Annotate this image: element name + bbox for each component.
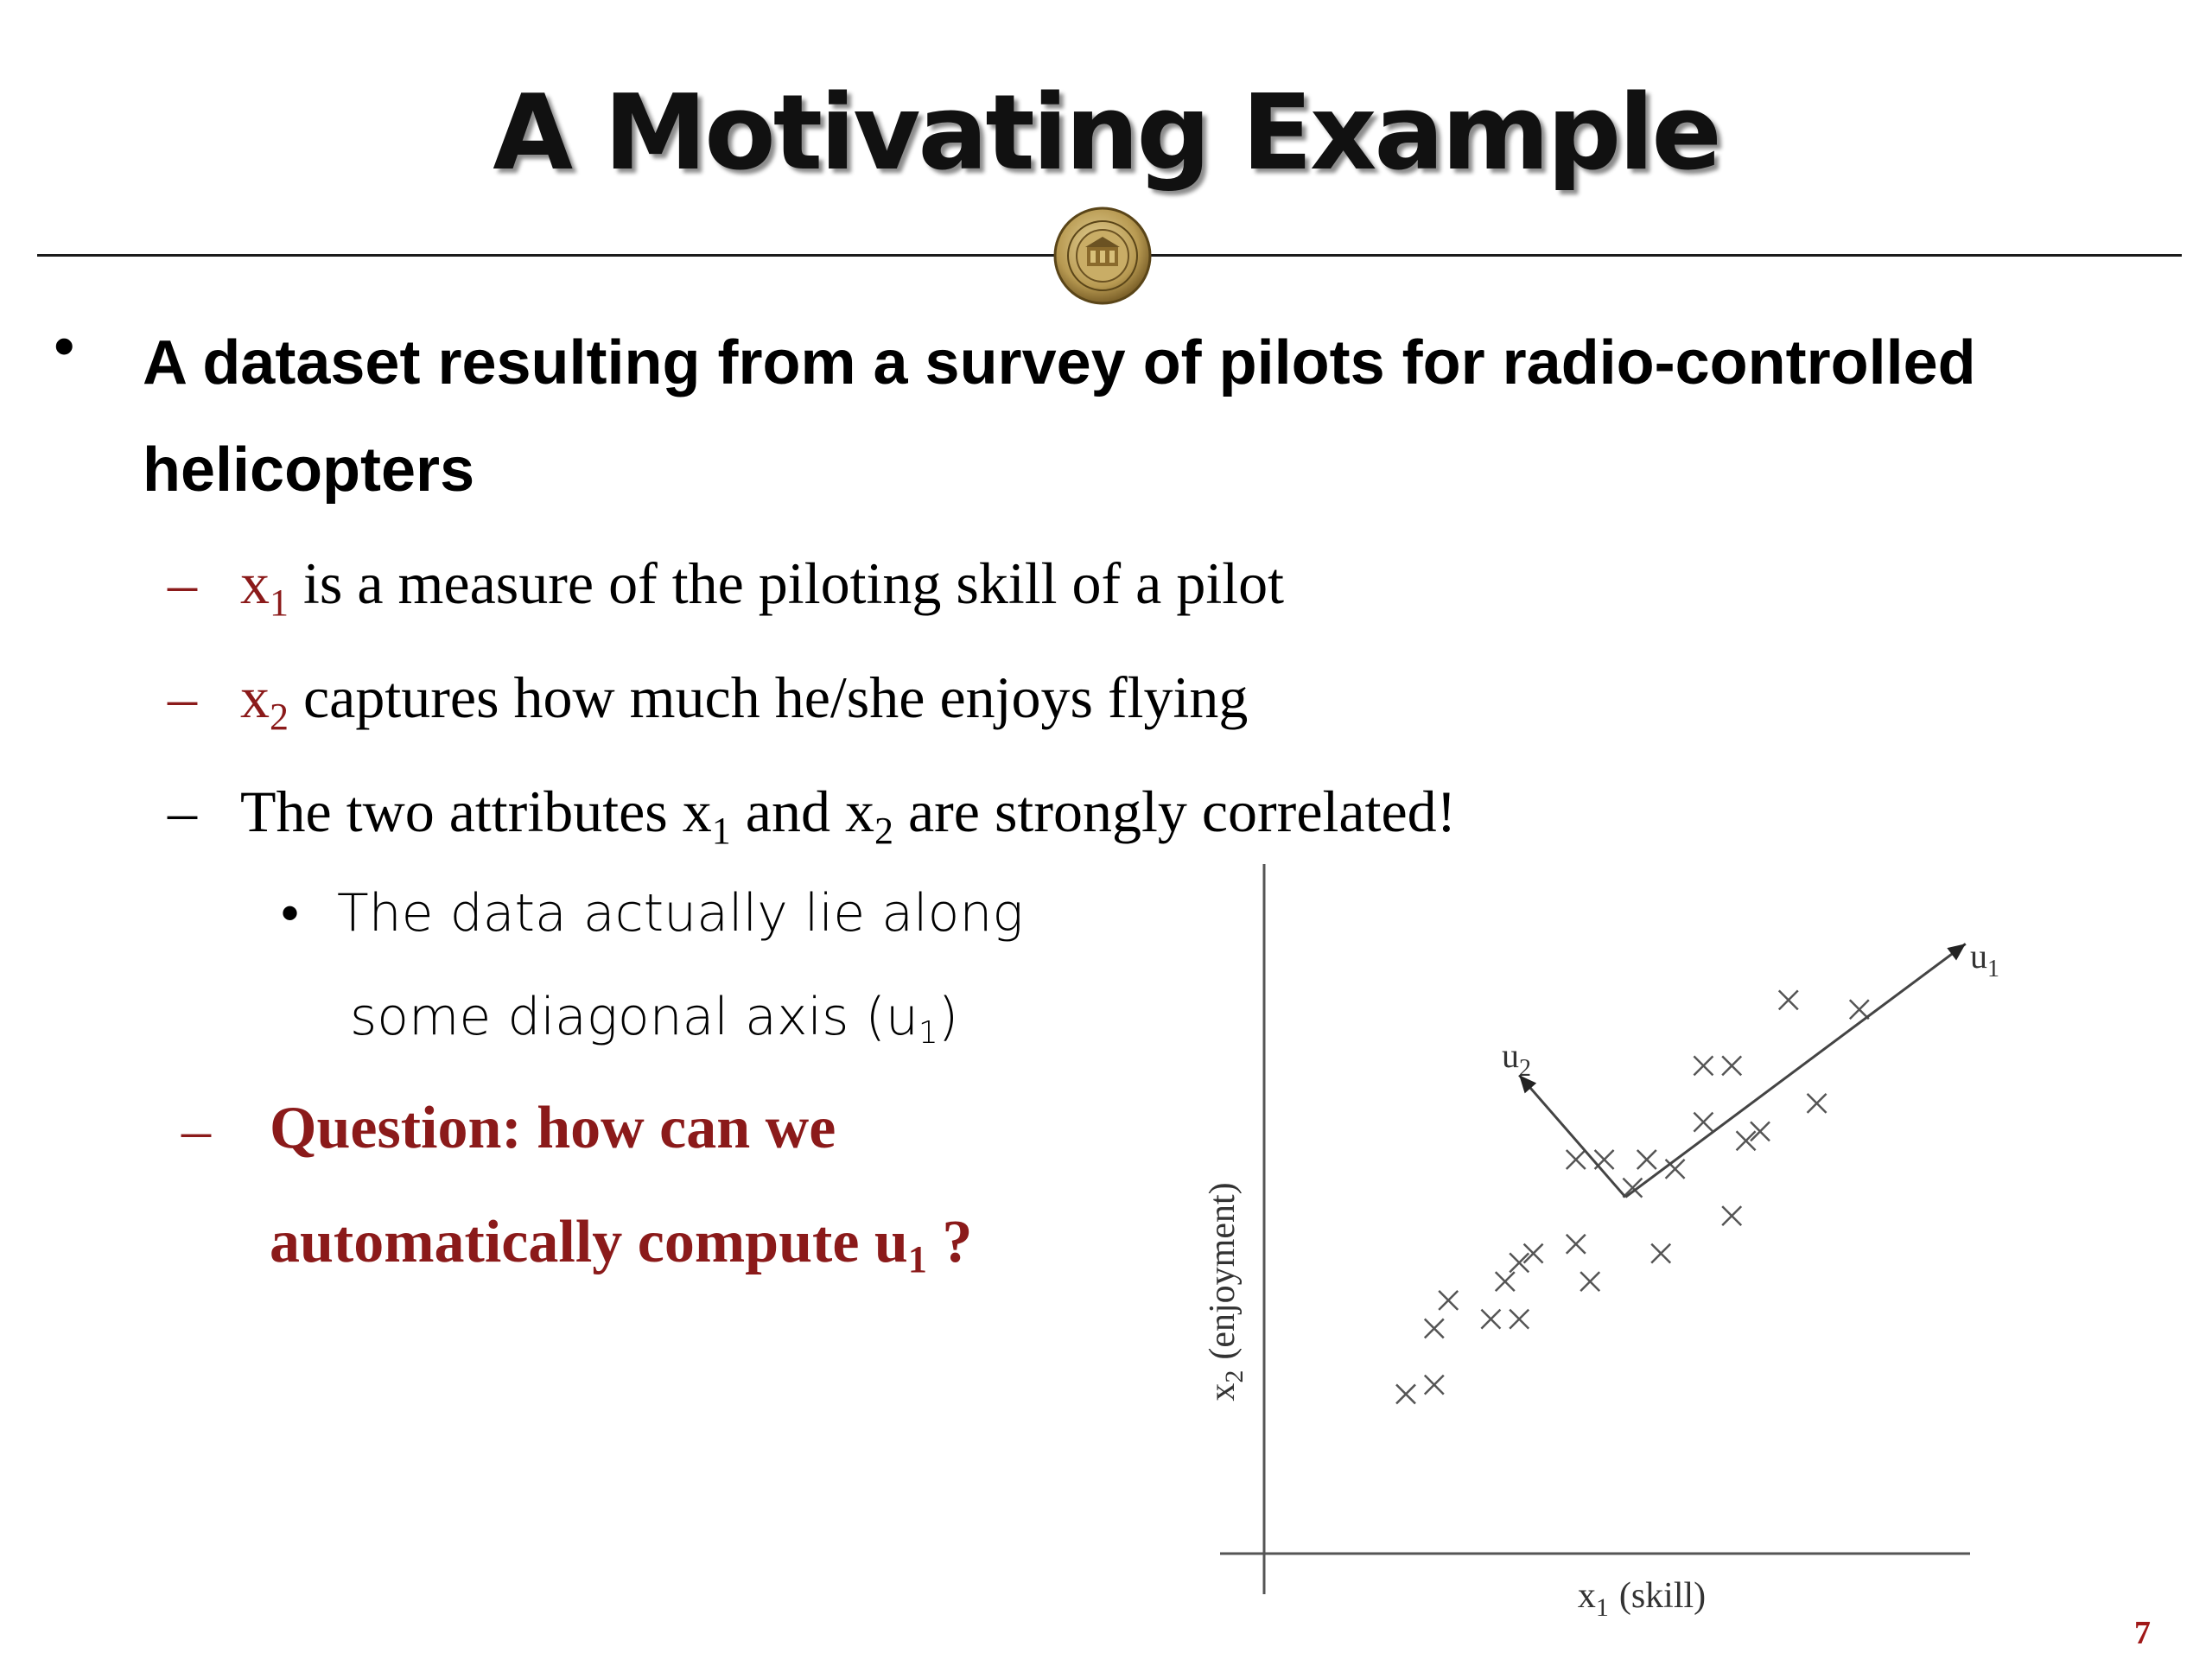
item3-a: The two attributes x: [240, 779, 712, 844]
subpoint-line2a: some diagonal axis (u: [350, 987, 918, 1047]
dash-2: –: [168, 664, 197, 730]
data-point: [1722, 1056, 1741, 1075]
u1-vector: [1625, 944, 1966, 1197]
data-point: [1439, 1291, 1458, 1310]
scatter-points: [1396, 990, 1869, 1403]
question-line2-end: ?: [926, 1209, 973, 1275]
subpoint-line2: [350, 987, 958, 1051]
data-point: [1694, 1113, 1713, 1132]
main-bullet-line2: helicopters: [143, 435, 475, 505]
data-point: [1425, 1319, 1444, 1338]
data-point: [1850, 1000, 1869, 1019]
data-point: [1524, 1244, 1543, 1263]
question-line1: Question: how can we: [270, 1095, 836, 1161]
y-axis-label: $x_2(enjoyment)$: [1203, 1182, 1249, 1402]
data-point: [1567, 1235, 1586, 1254]
item-x2-sub: 2: [270, 696, 289, 738]
slide-title: A Motivating Example: [493, 73, 1719, 194]
u1-label: $u_1$: [1970, 937, 1999, 982]
item-x1-var: x: [240, 550, 270, 616]
item-x1-skill: [240, 550, 1284, 625]
item-x2-var: x: [240, 664, 270, 730]
subpoint-line2b: ): [938, 987, 959, 1047]
u2-label: $u_2$: [1502, 1036, 1531, 1082]
subpoint-dot: •: [281, 883, 300, 944]
scatter-plot: [1175, 864, 2091, 1633]
dash-1: –: [168, 550, 197, 616]
data-point: [1651, 1244, 1670, 1263]
x-axis-label: $x_1$ (skill): [1577, 1576, 1707, 1622]
item-x2-text: captures how much he/she enjoys flying: [303, 664, 1249, 730]
data-point: [1808, 1094, 1827, 1113]
plot-axes: [1220, 864, 1970, 1594]
data-point: [1637, 1150, 1656, 1169]
data-point: [1722, 1206, 1741, 1225]
data-point: [1481, 1310, 1500, 1329]
data-point: [1666, 1160, 1685, 1179]
data-point: [1779, 990, 1798, 1009]
data-point: [1396, 1384, 1415, 1403]
item-correlated: [240, 778, 1456, 853]
item-x1-sub: 1: [270, 582, 289, 624]
data-point: [1510, 1253, 1529, 1272]
dash-question: –: [181, 1096, 211, 1162]
data-point: [1510, 1310, 1529, 1329]
dash-3: –: [168, 779, 197, 844]
u2-vector: [1519, 1075, 1625, 1197]
subpoint-line1: The data actually lie along: [337, 883, 1024, 944]
university-seal-icon: [1052, 206, 1153, 306]
data-point: [1737, 1131, 1756, 1150]
item3-s2: 2: [874, 810, 893, 852]
question-line2-text: automatically compute u: [270, 1209, 908, 1275]
item-x1-text: is a measure of the piloting skill of a pilot: [289, 550, 1285, 616]
main-bullet-text: [143, 309, 2130, 524]
main-bullet-line1: A dataset resulting from a survey of pilots for radio-controlled: [143, 328, 1976, 397]
item3-c: are strongly correlated!: [893, 779, 1457, 844]
data-point: [1496, 1272, 1515, 1291]
question-line2-sub: 1: [907, 1238, 927, 1281]
bullet-dot: •: [54, 312, 75, 379]
question-line2: [270, 1208, 972, 1281]
item-x2-enjoy: [240, 664, 1248, 739]
page-number: 7: [2134, 1615, 2151, 1651]
data-point: [1580, 1272, 1599, 1291]
item3-s1: 1: [711, 810, 731, 852]
item3-b: and x: [730, 779, 874, 844]
principal-axes: [1519, 944, 1966, 1197]
subpoint-line2sub: 1: [918, 1015, 938, 1051]
u1-vector-arrowhead: [1947, 944, 1965, 960]
data-point: [1751, 1122, 1770, 1141]
data-point: [1425, 1376, 1444, 1395]
data-point: [1567, 1150, 1586, 1169]
data-point: [1694, 1056, 1713, 1075]
